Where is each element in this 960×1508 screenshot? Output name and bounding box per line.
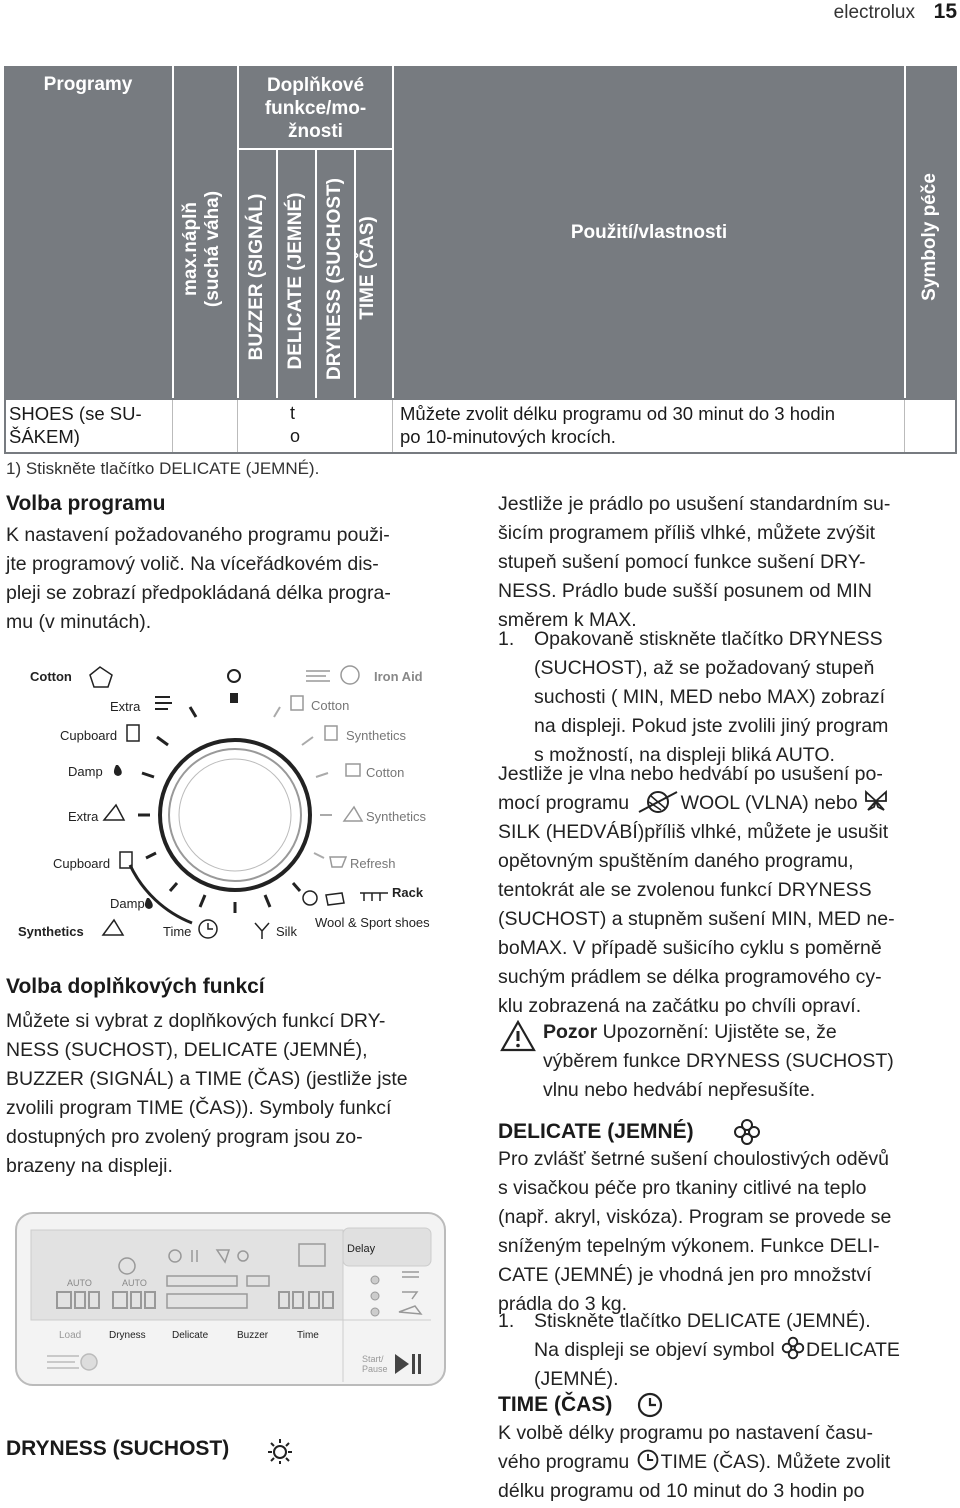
clock-icon-inline — [635, 1448, 661, 1472]
step-2-text: Stiskněte tlačítko DELICATE (JEMNÉ). Na displeji se objeví symbol DELICATE (JEMNÉ). — [534, 1310, 900, 1390]
heading-options-selection: Volba doplňkových funkcí — [6, 975, 265, 998]
auto-label-2: AUTO — [122, 1278, 147, 1288]
damp-drop-icon — [114, 765, 122, 776]
buzzer-button-label: Buzzer — [237, 1330, 269, 1341]
page-number: 15 — [933, 0, 957, 23]
dial-label-rack: Rack — [392, 885, 424, 900]
extra-dry-icon — [155, 697, 172, 709]
damp-drop-icon-2 — [145, 898, 153, 909]
program-dial-diagram — [0, 655, 470, 955]
col-usage: Použití/vlastnosti — [570, 222, 728, 243]
row-program-shoes: SHOES (se SU- ŠÁKEM) — [9, 403, 142, 447]
cotton-refresh-icon — [346, 764, 360, 776]
cotton-icon — [90, 667, 112, 687]
start-label-1: Start/ — [362, 1354, 384, 1364]
start-label-2: Pause — [362, 1364, 388, 1374]
col-dryness: DRYNESS (SUCHOST) — [324, 178, 345, 380]
dial-label-silk: Silk — [276, 924, 297, 939]
dial-label-cotton: Cotton — [30, 669, 72, 684]
synthetics-icon — [103, 920, 123, 935]
wool-silk-text: Jestliže je vlna nebo hedvábí po usušení po- mocí programu WOOL (VLNA) nebo SILK (HEDVÁBÍ)příliš vlhké, můžete je usušit opětovným spuštěním daného programu, tentokrát ale se zvolenou funkcí DRYNESS (SUCHOST) a stupněm sušení MIN, MED ne- boMAX. V případě sušicího cyklu s poměrně suchým prádlem se délka programového cy- klu zobrazená na začátku po chvíli opraví. — [498, 763, 895, 1017]
side-icons — [399, 1272, 421, 1314]
step-2-number: 1. — [498, 1310, 515, 1332]
delicate-icon — [733, 1118, 761, 1146]
silk-icon — [255, 923, 269, 939]
dial-label-iron-aid: Iron Aid — [374, 669, 423, 684]
dial-label-extra-2: Extra — [68, 809, 99, 824]
dial-label-damp-2: Damp — [110, 896, 145, 911]
delicate-icon-inline — [780, 1336, 806, 1360]
program-selection-text: K nastavení požadovaného programu použi- jte programový volič. Na víceřádkovém dis- pleji se zobrazí předpokládaná délka progra- mu (v minutách). — [6, 524, 391, 633]
indicator-lights — [371, 1276, 379, 1316]
col-time: TIME (ČAS) — [357, 216, 378, 320]
synthetics-refresh-icon — [344, 807, 362, 821]
delicate-text: Pro zvlášť šetrné sušení choulostivých oděvů s visačkou péče pro tkaniny citlivé na teplo (např. akryl, viskóza). Program se provede se sníženým tepelným výkonem. Funkce DELI- CATE (JEMNÉ) je vhodná jen pro množství prádla do 3 kg. — [498, 1148, 892, 1315]
off-position-icon — [228, 670, 240, 682]
dial-label-time: Time — [163, 924, 192, 939]
col-programs: Programy — [43, 74, 133, 95]
col-delicate: DELICATE (JEMNÉ) — [285, 192, 306, 370]
clock-icon — [636, 1391, 664, 1419]
refresh-icon — [330, 857, 346, 867]
table-footnote: 1) Stiskněte tlačítko DELICATE (JEMNÉ). — [6, 459, 320, 478]
load-icon — [47, 1354, 97, 1370]
col-buzzer: BUZZER (SIGNÁL) — [246, 193, 267, 361]
shoe-icon — [326, 893, 344, 905]
dryness-button-label: Dryness — [109, 1330, 146, 1341]
dial-label-cupboard-2: Cupboard — [53, 856, 111, 871]
dial-label-wool: Wool & Sport shoes — [315, 915, 430, 930]
delicate-button-label: Delicate — [172, 1330, 209, 1341]
delay-label: Delay — [347, 1243, 376, 1255]
control-panel-diagram — [15, 1212, 446, 1386]
dial-label-cupboard: Cupboard — [60, 728, 118, 743]
wool-icon — [635, 790, 681, 814]
warning-icon — [500, 1020, 536, 1052]
dial-label-cotton-right: Cotton — [366, 765, 405, 780]
time-text: K volbě délky programu po nastavení času- vého programu TIME (ČAS). Můžete zvolit délku programu od 10 minut do 3 hodin po — [498, 1422, 891, 1502]
auto-label-1: AUTO — [67, 1278, 92, 1288]
heading-delicate: DELICATE (JEMNÉ) — [498, 1120, 694, 1143]
synthetics-extra-icon — [104, 805, 124, 820]
cotton-iron-icon — [291, 696, 303, 710]
dial-label-damp: Damp — [68, 764, 103, 779]
dial-label-extra: Extra — [110, 699, 141, 714]
step-1-number: 1. — [498, 628, 515, 650]
dryness-intro-text: Jestliže je prádlo po usušení standardním su- šicím programem příliš vlhké, můžete zvýšit stupeň sušení pomocí funkce sušení DRY- NESS. Prádlo bude sušší posunem od MIN směrem k MAX. — [498, 493, 891, 631]
col-care-symbols: Symboly péče — [919, 173, 940, 301]
wool-icon — [303, 891, 317, 905]
options-selection-text: Můžete si vybrat z doplňkových funkcí DRY- NESS (SUCHOST), DELICATE (JEMNÉ), BUZZER (SIGNÁL) a TIME (ČAS) (jestliže jste zvolili program TIME (ČAS)). Symboly funkcí dostupných pro zvolený program jsou zo- brazeny na displeji. — [6, 1010, 408, 1177]
row-usage-shoes: Můžete zvolit délku programu od 30 minut do 3 hodin po 10-minutových krocích. — [400, 403, 836, 447]
warning-text: Pozor Upozornění: Ujistěte se, že výběrem funkce DRYNESS (SUCHOST) vlnu nebo hedvábí nepřesušíte. — [543, 1021, 894, 1101]
col-max-load: max.náplň (suchá váha) — [180, 190, 223, 308]
dryness-icon — [266, 1437, 294, 1465]
dial-label-refresh: Refresh — [350, 856, 396, 871]
brand-name: electrolux — [833, 2, 915, 23]
rack-icon — [360, 893, 388, 901]
row-footnote-mark: t o — [290, 403, 301, 446]
step-1-text: Opakovaně stiskněte tlačítko DRYNESS (SUCHOST), až se požadovaný stupeň suchosti ( MIN, MED nebo MAX) zobrazí na displeji. Pokud jste zvolili jiný program s možností, na displeji bliká AUTO. — [534, 628, 889, 766]
iron-aid-icon — [306, 666, 359, 684]
synthetics-iron-icon — [325, 726, 337, 740]
dial-label-synthetics: Synthetics — [18, 924, 84, 939]
time-button-label: Time — [297, 1330, 319, 1341]
cupboard-icon — [127, 725, 139, 741]
play-icon — [395, 1354, 409, 1374]
silk-icon — [863, 789, 889, 813]
col-options: Doplňkové funkce/mo- žnosti — [264, 75, 367, 142]
load-label: Load — [59, 1330, 82, 1341]
heading-time: TIME (ČAS) — [498, 1393, 613, 1416]
dial-label-synthetics-right-2: Synthetics — [346, 728, 406, 743]
heading-program-selection: Volba programu — [6, 492, 166, 515]
heading-dryness: DRYNESS (SUCHOST) — [6, 1437, 230, 1460]
dial-label-synthetics-right: Synthetics — [366, 809, 426, 824]
dial-label-cotton-right-2: Cotton — [311, 698, 350, 713]
